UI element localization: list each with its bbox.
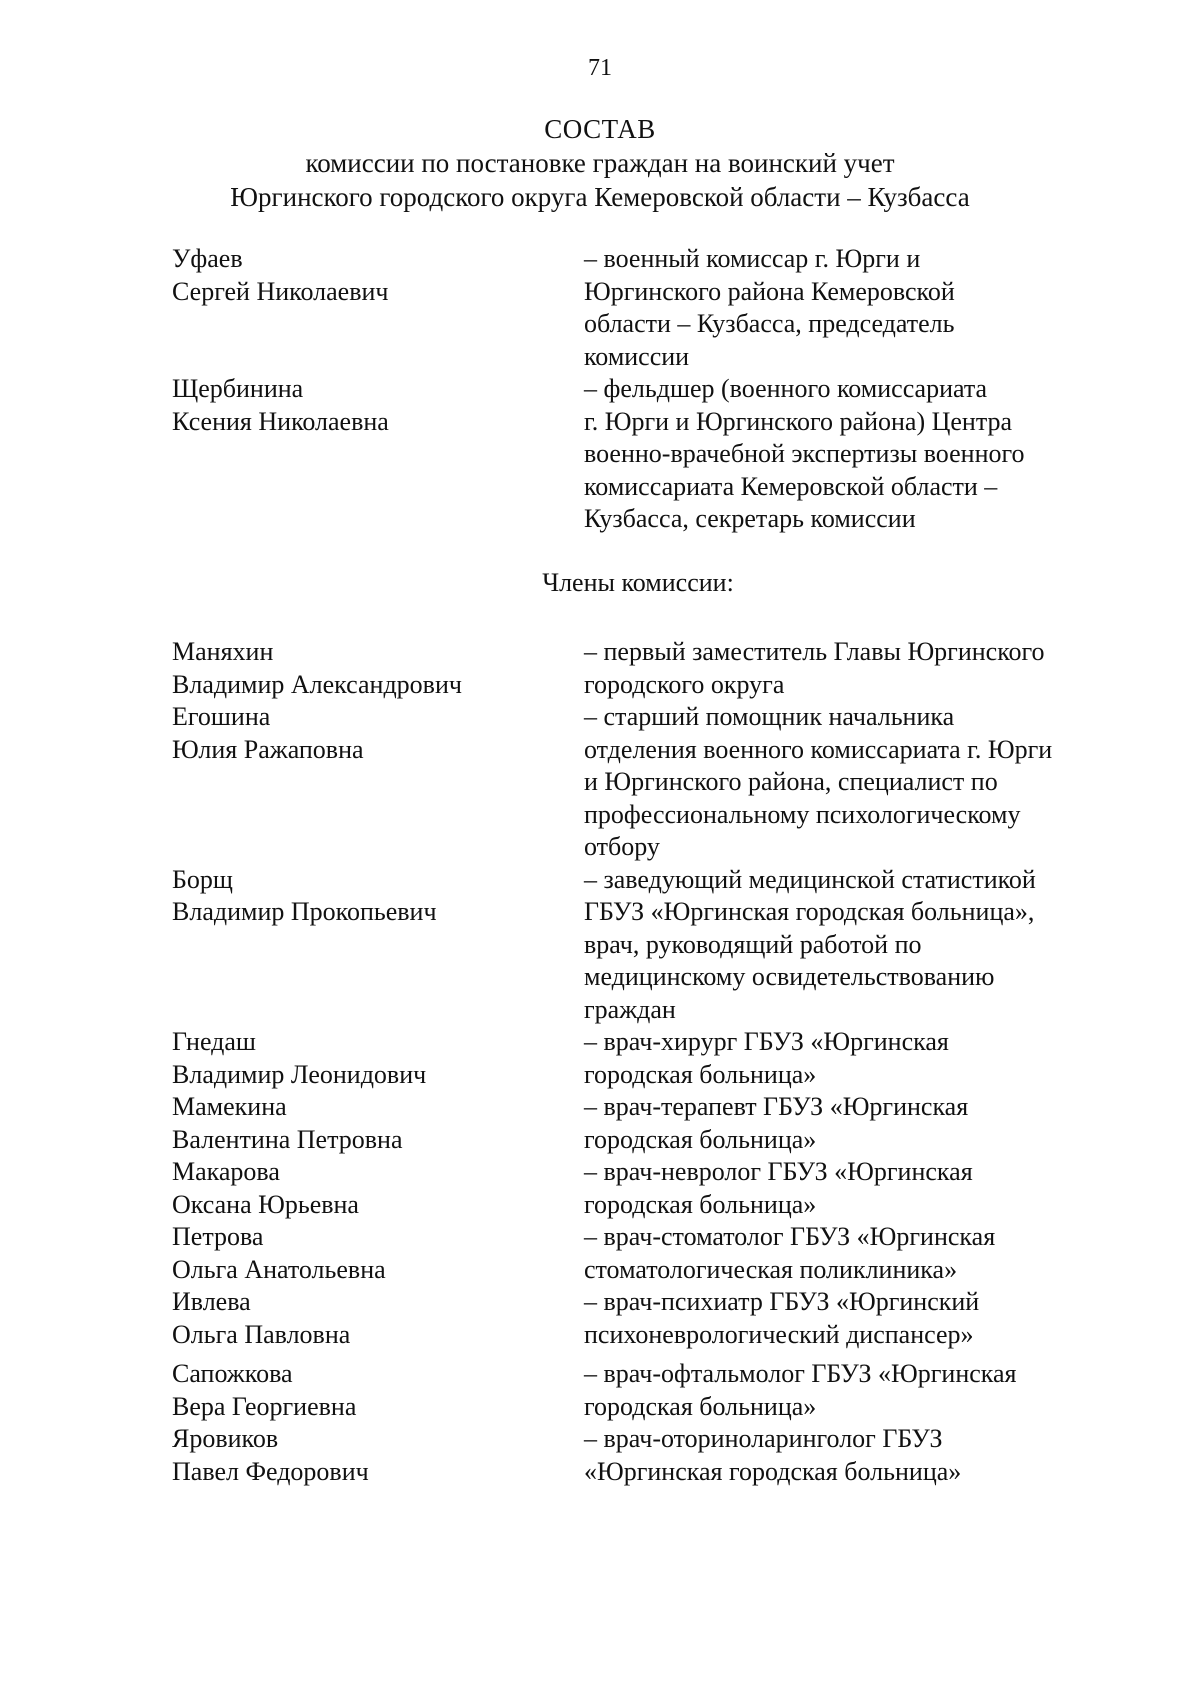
document-heading [0,112,1200,214]
member-name [172,701,584,864]
member-role-line: городская больница» [584,1124,817,1154]
member-surname: Егошина [172,702,271,731]
member-role-line: комиссариата Кемеровской области – [584,471,998,501]
member-role [584,1156,1122,1221]
member-role-line: городского округа [584,669,785,699]
commission-entry [172,1423,1122,1488]
commission-entry [172,1026,1122,1091]
commission-entry [172,1286,1122,1351]
member-role-line: профессиональному психологическому [584,799,1021,829]
member-surname: Щербинина [172,374,304,403]
member-role [584,1423,1122,1488]
member-given-names: Оксана Юрьевна [172,1189,359,1219]
member-role-line: городская больница» [584,1189,817,1219]
member-role-line: ГБУЗ «Юргинская городская больница», [584,897,1035,926]
commission-entry [172,1221,1122,1286]
member-name [172,636,584,701]
member-given-names: Ксения Николаевна [172,406,389,436]
member-role-line: и Юргинского района, специалист по [584,767,998,796]
member-role-line: отделения военного комиссариата г. Юрги [584,734,1053,764]
commission-entry [172,243,1122,373]
member-role-line: области – Кузбасса, председатель [584,309,955,338]
member-role-line: отбору [584,832,660,861]
member-role-line: врач, руководящий работой по [584,929,922,959]
member-surname: Уфаев [172,244,243,273]
member-role-line: – врач-оториноларинголог ГБУЗ [584,1424,943,1453]
commission-entry [172,1091,1122,1156]
member-role-line: – старший помощник начальника [584,702,955,731]
member-given-names: Владимир Прокопьевич [172,897,437,926]
member-surname: Макарова [172,1157,280,1186]
member-role-line: стоматологическая поликлиника» [584,1254,958,1284]
member-name [172,243,584,373]
member-given-names: Владимир Александрович [172,669,462,699]
members-heading: Члены комиссии: [542,568,734,597]
member-name [172,1156,584,1221]
member-name [172,373,584,536]
member-name [172,1091,584,1156]
member-role-line: Юргинского района Кемеровской [584,276,955,306]
member-role [584,864,1122,1027]
commission-entry [172,1358,1122,1423]
member-surname: Борщ [172,864,233,894]
member-role-line: – врач-офтальмолог ГБУЗ «Юргинская [584,1359,1017,1388]
member-role-line: – военный комиссар г. Юрги и [584,244,921,273]
member-surname: Маняхин [172,637,274,666]
member-role [584,1221,1122,1286]
member-role-line: городская больница» [584,1391,817,1421]
commission-entry [172,636,1122,701]
member-role [584,1026,1122,1091]
member-role [584,1091,1122,1156]
member-role-line: – врач-стоматолог ГБУЗ «Юргинская [584,1222,996,1251]
member-name [172,1221,584,1286]
member-given-names: Валентина Петровна [172,1124,403,1154]
member-given-names: Владимир Леонидович [172,1059,427,1089]
member-surname: Гнедаш [172,1027,256,1056]
member-role [584,701,1122,864]
member-given-names: Ольга Анатольевна [172,1254,386,1284]
member-name [172,864,584,1027]
member-role [584,243,1122,373]
member-role [584,373,1122,536]
member-role-line: г. Юрги и Юргинского района) Центра [584,406,1013,436]
document-subtitle-line-2: Юргинского городского округа Кемеровской области – Кузбасса [230,182,970,212]
member-role-line: – врач-терапевт ГБУЗ «Юргинская [584,1092,969,1121]
member-role-line: военно-врачебной экспертизы военного [584,439,1025,468]
page-number: 71 [588,55,612,81]
member-role-line: комиссии [584,341,690,371]
member-given-names: Сергей Николаевич [172,276,389,306]
member-surname: Яровиков [172,1424,279,1453]
member-name [172,1358,584,1423]
member-role-line: – первый заместитель Главы Юргинского [584,637,1045,666]
member-given-names: Ольга Павловна [172,1319,351,1349]
member-role-line: – заведующий медицинской статистикой [584,864,1036,894]
member-name [172,1026,584,1091]
member-role-line: – врач-хирург ГБУЗ «Юргинская [584,1027,949,1056]
member-name [172,1423,584,1488]
member-given-names: Павел Федорович [172,1456,369,1486]
member-role [584,1286,1122,1351]
member-role-line: «Юргинская городская больница» [584,1456,962,1486]
members-list [172,636,1122,1488]
member-surname: Сапожкова [172,1359,293,1388]
member-role-line: городская больница» [584,1059,817,1089]
member-role-line: Кузбасса, секретарь комиссии [584,504,916,533]
member-role-line: – врач-невролог ГБУЗ «Юргинская [584,1157,973,1186]
member-role-line: психоневрологический диспансер» [584,1319,974,1349]
member-role [584,1358,1122,1423]
commission-entry [172,701,1122,864]
member-given-names: Вера Георгиевна [172,1391,357,1421]
leadership-list [172,243,1122,536]
commission-entry [172,864,1122,1027]
document-title: СОСТАВ [544,114,656,144]
document-subtitle-line-1: комиссии по постановке граждан на воинский учет [305,148,895,178]
member-role-line: граждан [584,994,676,1024]
member-name [172,1286,584,1351]
member-surname: Мамекина [172,1092,287,1121]
member-role-line: – фельдшер (военного комиссариата [584,374,988,403]
member-surname: Ивлева [172,1287,251,1316]
member-role-line: – врач-психиатр ГБУЗ «Юргинский [584,1287,980,1316]
member-given-names: Юлия Ражаповна [172,734,364,764]
member-role-line: медицинскому освидетельствованию [584,962,995,991]
member-surname: Петрова [172,1222,264,1251]
member-role [584,636,1122,701]
commission-entry [172,373,1122,536]
commission-entry [172,1156,1122,1221]
